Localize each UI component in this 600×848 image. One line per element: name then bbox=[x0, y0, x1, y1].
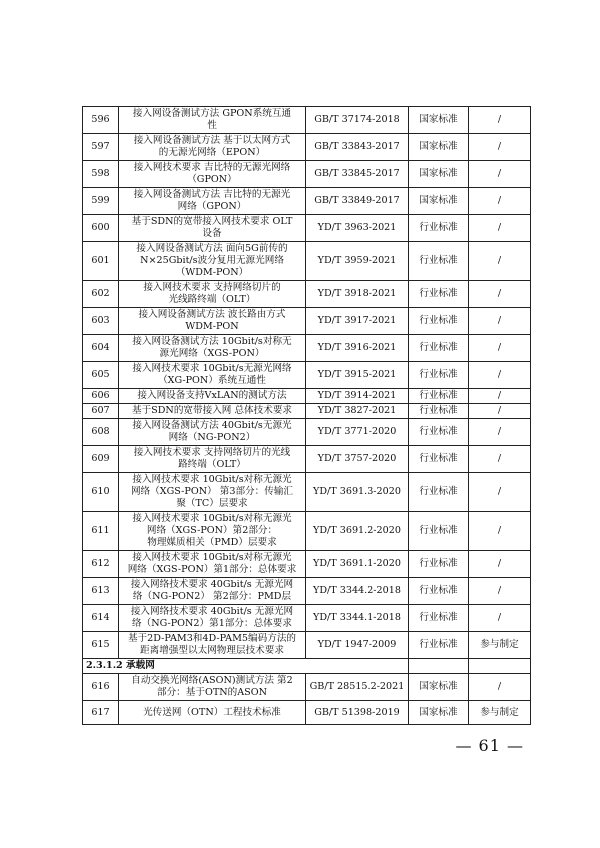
page-number: — 61 — bbox=[455, 736, 524, 755]
cell-note: / bbox=[469, 419, 531, 446]
cell-note: / bbox=[469, 446, 531, 473]
cell-category: 行业标准 bbox=[409, 605, 469, 632]
cell-number: 604 bbox=[83, 335, 119, 362]
cell-standard-code: YD/T 3757-2020 bbox=[306, 446, 409, 473]
cell-note: / bbox=[469, 362, 531, 389]
cell-standard-code: GB/T 28515.2-2021 bbox=[306, 674, 409, 701]
cell-number: 615 bbox=[83, 632, 119, 659]
cell-note: / bbox=[469, 605, 531, 632]
cell-number: 608 bbox=[83, 419, 119, 446]
cell-category: 国家标准 bbox=[409, 674, 469, 701]
table-row bbox=[83, 308, 531, 335]
cell-standard-code: YD/T 3915-2021 bbox=[306, 362, 409, 389]
cell-category: 行业标准 bbox=[409, 632, 469, 659]
cell-standard-code: YD/T 3963-2021 bbox=[306, 215, 409, 242]
cell-standard-code: YD/T 3691.3-2020 bbox=[306, 473, 409, 512]
empty-cell bbox=[409, 659, 469, 674]
table-row bbox=[83, 512, 531, 551]
table-row bbox=[83, 419, 531, 446]
cell-category: 行业标准 bbox=[409, 473, 469, 512]
cell-number: 598 bbox=[83, 161, 119, 188]
cell-standard-code: YD/T 3344.2-2018 bbox=[306, 578, 409, 605]
cell-category: 行业标准 bbox=[409, 362, 469, 389]
cell-standard-code: GB/T 33849-2017 bbox=[306, 188, 409, 215]
cell-category: 行业标准 bbox=[409, 446, 469, 473]
section-row bbox=[83, 659, 531, 674]
cell-standard-code: YD/T 1947-2009 bbox=[306, 632, 409, 659]
cell-category: 行业标准 bbox=[409, 404, 469, 419]
cell-note: / bbox=[469, 389, 531, 404]
cell-standard-code: YD/T 3914-2021 bbox=[306, 389, 409, 404]
cell-note: / bbox=[469, 512, 531, 551]
table-row bbox=[83, 215, 531, 242]
cell-note: / bbox=[469, 335, 531, 362]
cell-category: 行业标准 bbox=[409, 242, 469, 281]
cell-standard-name: 基于2D-PAM3和4D-PAM5编码方法的 距离增强型以太网物理层技术要求 bbox=[119, 632, 306, 659]
cell-standard-name: 接入网设备支持VxLAN的测试方法 bbox=[119, 389, 306, 404]
cell-number: 599 bbox=[83, 188, 119, 215]
cell-category: 行业标准 bbox=[409, 308, 469, 335]
cell-standard-name: 接入网设备测试方法 基于以太网方式 的无源光网络（EPON） bbox=[119, 134, 306, 161]
cell-standard-code: YD/T 3917-2021 bbox=[306, 308, 409, 335]
cell-standard-code: YD/T 3691.1-2020 bbox=[306, 551, 409, 578]
table-row bbox=[83, 161, 531, 188]
cell-standard-code: YD/T 3344.1-2018 bbox=[306, 605, 409, 632]
cell-standard-code: GB/T 33843-2017 bbox=[306, 134, 409, 161]
standards-table bbox=[82, 106, 531, 725]
table-row bbox=[83, 605, 531, 632]
cell-note: 参与制定 bbox=[469, 632, 531, 659]
cell-number: 605 bbox=[83, 362, 119, 389]
cell-note: / bbox=[469, 308, 531, 335]
cell-category: 行业标准 bbox=[409, 578, 469, 605]
table-row bbox=[83, 551, 531, 578]
table-row bbox=[83, 188, 531, 215]
cell-standard-code: YD/T 3691.2-2020 bbox=[306, 512, 409, 551]
cell-note: / bbox=[469, 578, 531, 605]
cell-standard-name: 接入网技术要求 10Gbit/s对称无源光 网络（XGS-PON） 第3部分：传输汇 聚（TC）层要求 bbox=[119, 473, 306, 512]
cell-standard-name: 自动交换光网络(ASON)测试方法 第2 部分：基于OTN的ASON bbox=[119, 674, 306, 701]
cell-standard-code: GB/T 37174-2018 bbox=[306, 107, 409, 134]
table-row bbox=[83, 134, 531, 161]
cell-note: / bbox=[469, 188, 531, 215]
cell-standard-name: 接入网设备测试方法 GPON系统互通 性 bbox=[119, 107, 306, 134]
cell-standard-name: 接入网技术要求 10Gbit/s无源光网络 （XG-PON）系统互通性 bbox=[119, 362, 306, 389]
cell-category: 国家标准 bbox=[409, 134, 469, 161]
cell-category: 国家标准 bbox=[409, 161, 469, 188]
cell-note: / bbox=[469, 281, 531, 308]
cell-number: 614 bbox=[83, 605, 119, 632]
cell-number: 616 bbox=[83, 674, 119, 701]
cell-number: 603 bbox=[83, 308, 119, 335]
cell-note: / bbox=[469, 134, 531, 161]
cell-note: / bbox=[469, 161, 531, 188]
cell-note: / bbox=[469, 242, 531, 281]
cell-standard-name: 接入网设备测试方法 波长路由方式 WDM-PON bbox=[119, 308, 306, 335]
cell-note: / bbox=[469, 473, 531, 512]
cell-number: 612 bbox=[83, 551, 119, 578]
table-row bbox=[83, 281, 531, 308]
cell-category: 国家标准 bbox=[409, 107, 469, 134]
cell-standard-code: YD/T 3771-2020 bbox=[306, 419, 409, 446]
cell-category: 行业标准 bbox=[409, 215, 469, 242]
cell-standard-name: 接入网络技术要求 40Gbit/s 无源光网 络（NG-PON2） 第2部分：PMD层 bbox=[119, 578, 306, 605]
section-heading: 2.3.1.2 承载网 bbox=[83, 659, 409, 674]
cell-standard-name: 接入网设备测试方法 10Gbit/s对称无 源光网络（XGS-PON） bbox=[119, 335, 306, 362]
cell-standard-name: 接入网技术要求 支持网络切片的光线 路终端（OLT） bbox=[119, 446, 306, 473]
cell-number: 609 bbox=[83, 446, 119, 473]
cell-category: 行业标准 bbox=[409, 512, 469, 551]
cell-number: 610 bbox=[83, 473, 119, 512]
cell-note: / bbox=[469, 404, 531, 419]
table-row bbox=[83, 107, 531, 134]
cell-standard-code: GB/T 51398-2019 bbox=[306, 701, 409, 725]
cell-standard-name: 接入网技术要求 支持网络切片的 光线路终端（OLT） bbox=[119, 281, 306, 308]
cell-category: 行业标准 bbox=[409, 551, 469, 578]
cell-standard-name: 接入网技术要求 10Gbit/s对称无源光 网络（XGS-PON）第1部分：总体要求 bbox=[119, 551, 306, 578]
cell-standard-name: 光传送网（OTN）工程技术标准 bbox=[119, 701, 306, 725]
cell-number: 611 bbox=[83, 512, 119, 551]
table-row bbox=[83, 701, 531, 725]
table-body bbox=[83, 107, 531, 725]
table-row bbox=[83, 335, 531, 362]
cell-number: 606 bbox=[83, 389, 119, 404]
cell-standard-name: 接入网络技术要求 40Gbit/s 无源光网 络（NG-PON2）第1部分：总体要求 bbox=[119, 605, 306, 632]
cell-standard-code: YD/T 3916-2021 bbox=[306, 335, 409, 362]
cell-note: / bbox=[469, 107, 531, 134]
cell-standard-name: 接入网技术要求 10Gbit/s对称无源光 网络（XGS-PON）第2部分： 物理媒质相关（PMD）层要求 bbox=[119, 512, 306, 551]
cell-category: 行业标准 bbox=[409, 335, 469, 362]
cell-standard-name: 基于SDN的宽带接入网 总体技术要求 bbox=[119, 404, 306, 419]
cell-standard-code: YD/T 3959-2021 bbox=[306, 242, 409, 281]
cell-category: 行业标准 bbox=[409, 281, 469, 308]
cell-number: 597 bbox=[83, 134, 119, 161]
cell-category: 行业标准 bbox=[409, 419, 469, 446]
cell-note: / bbox=[469, 551, 531, 578]
cell-standard-code: YD/T 3918-2021 bbox=[306, 281, 409, 308]
table-row bbox=[83, 446, 531, 473]
cell-standard-name: 接入网设备测试方法 面向5G前传的 N×25Gbit/s波分复用无源光网络 （WDM-PON） bbox=[119, 242, 306, 281]
cell-note: 参与制定 bbox=[469, 701, 531, 725]
table-row bbox=[83, 632, 531, 659]
cell-number: 600 bbox=[83, 215, 119, 242]
table-row bbox=[83, 674, 531, 701]
table-row bbox=[83, 578, 531, 605]
cell-number: 602 bbox=[83, 281, 119, 308]
cell-standard-name: 接入网技术要求 吉比特的无源光网络 （GPON） bbox=[119, 161, 306, 188]
table-row bbox=[83, 362, 531, 389]
cell-category: 国家标准 bbox=[409, 188, 469, 215]
cell-standard-code: YD/T 3827-2021 bbox=[306, 404, 409, 419]
cell-standard-name: 基于SDN的宽带接入网技术要求 OLT 设备 bbox=[119, 215, 306, 242]
cell-category: 行业标准 bbox=[409, 389, 469, 404]
cell-number: 613 bbox=[83, 578, 119, 605]
cell-standard-name: 接入网设备测试方法 吉比特的无源光 网络（GPON） bbox=[119, 188, 306, 215]
cell-number: 607 bbox=[83, 404, 119, 419]
empty-cell bbox=[469, 659, 531, 674]
cell-category: 国家标准 bbox=[409, 701, 469, 725]
cell-note: / bbox=[469, 215, 531, 242]
cell-number: 596 bbox=[83, 107, 119, 134]
cell-number: 601 bbox=[83, 242, 119, 281]
table-row bbox=[83, 242, 531, 281]
table-row bbox=[83, 473, 531, 512]
cell-number: 617 bbox=[83, 701, 119, 725]
table-row bbox=[83, 389, 531, 404]
cell-standard-code: GB/T 33845-2017 bbox=[306, 161, 409, 188]
cell-standard-name: 接入网设备测试方法 40Gbit/s无源光 网络（NG-PON2） bbox=[119, 419, 306, 446]
cell-note: / bbox=[469, 674, 531, 701]
table-row bbox=[83, 404, 531, 419]
